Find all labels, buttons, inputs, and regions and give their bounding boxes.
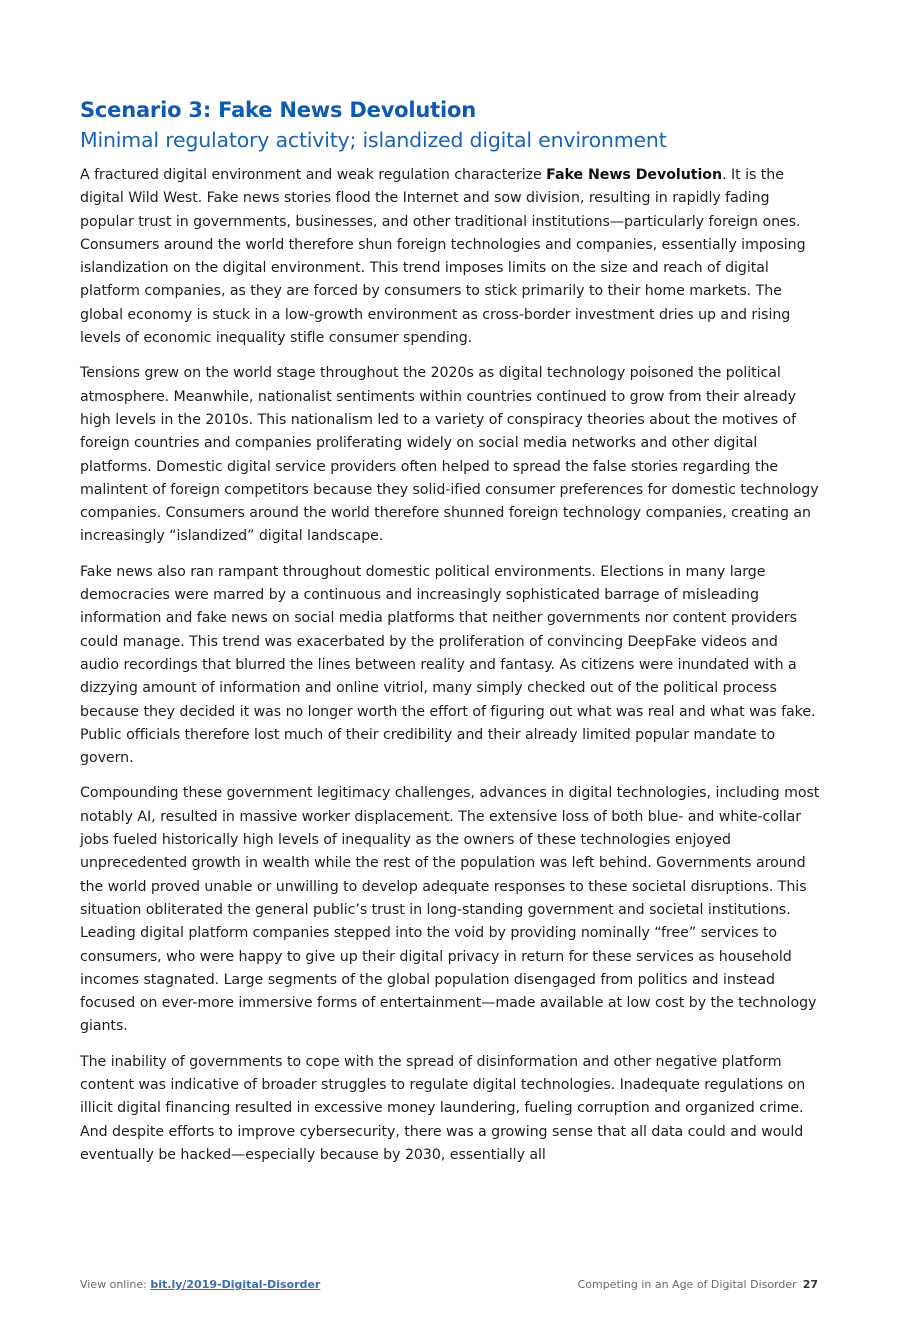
paragraph-3: Fake news also ran rampant throughout domestic political environments. Elections in many large democracies were marred by a continuous and increasingly sophisticated barrage of misleading information and fake news on social media platforms that neither governments nor content providers could manage. This trend was exacerbated by the proliferation of convincing DeepFake videos and audio recordings that blurred the lines between reality and fantasy. As citizens were inundated with a dizzying amount of information and online vitriol, many simply checked out of the political process because they decided it was no longer worth the effort of figuring out what was real and what was fake. Public officials therefore lost much of their credibility and their already limited popular mandate to govern.	[80, 563, 816, 767]
publication-title: Competing in an Age of Digital Disorder	[577, 1278, 797, 1291]
paragraph-1-rest: . It is the digital Wild West. Fake news stories flood the Internet and sow division, resulting in rapidly fading popular trust in governments, businesses, and other traditional institutions—particularly foreign ones. Consumers around the world therefore shun foreign technologies and companies, essentially imposing islandization on the digital environment. This trend imposes limits on the size and reach of digital platform companies, as they are forced by consumers to stick primarily to their home markets. The global economy is stuck in a low-growth environment as cross-border investment dries up and rising levels of economic inequality stifle consumer spending.	[80, 167, 806, 347]
footer-left	[80, 1278, 320, 1291]
paragraph-1-intro: A fractured digital environment and weak regulation characterize	[80, 167, 547, 183]
view-online-link[interactable]: bit.ly/2019-Digital-Disorder	[150, 1278, 321, 1291]
page-number: 27	[802, 1278, 818, 1291]
scenario-subtitle: Minimal regulatory activity; islandized digital environment	[80, 128, 667, 152]
scenario-title: Scenario 3: Fake News Devolution	[80, 98, 476, 122]
paragraph-5: The inability of governments to cope with the spread of disinformation and other negative platform content was indicative of broader struggles to regulate digital technologies. Inadequate regulations on illicit digital financing resulted in excessive money laundering, fueling corruption and organized crime. And despite efforts to improve cybersecurity, there was a growing sense that all data could and would eventually be hacked—especially because by 2030, essentially all	[80, 1053, 806, 1163]
paragraph-1-bold: Fake News Devolution	[546, 167, 723, 183]
paragraph-2: Tensions grew on the world stage throughout the 2020s as digital technology poisoned the political atmosphere. Meanwhile, nationalist sentiments within countries continued to grow from their already high levels in the 2010s. This nationalism led to a variety of conspiracy theories about the motives of foreign countries and companies proliferating widely on social media networks and other digital platforms. Domestic digital service providers often helped to spread the false stories regarding the malintent of foreign competitors because they solid-ified consumer preferences for domestic technology companies. Consumers around the world therefore shunned foreign technology companies, creating an increasingly “islandized” digital landscape.	[80, 365, 819, 545]
paragraph-4: Compounding these government legitimacy challenges, advances in digital technologies, including most notably AI, resulted in massive worker displacement. The extensive loss of both blue- and white-collar jobs fueled historically high levels of inequality as the owners of these technologies enjoyed unprecedented growth in wealth while the rest of the population was left behind. Governments around the world proved unable or unwilling to develop adequate responses to these societal disruptions. This situation obliterated the general public’s trust in long-standing government and societal institutions. Leading digital platform companies stepped into the void by providing nominally “free” services to consumers, who were happy to give up their digital privacy in return for these services as household incomes stagnated. Large segments of the global population disengaged from politics and instead focused on ever-more immersive forms of entertainment—made available at low cost by the technology giants.	[80, 785, 820, 1035]
footer-right	[578, 1278, 818, 1291]
page-footer	[80, 1278, 818, 1291]
paragraph-1	[80, 164, 820, 350]
page-content	[80, 96, 820, 1179]
view-online-label: View online:	[80, 1278, 151, 1291]
